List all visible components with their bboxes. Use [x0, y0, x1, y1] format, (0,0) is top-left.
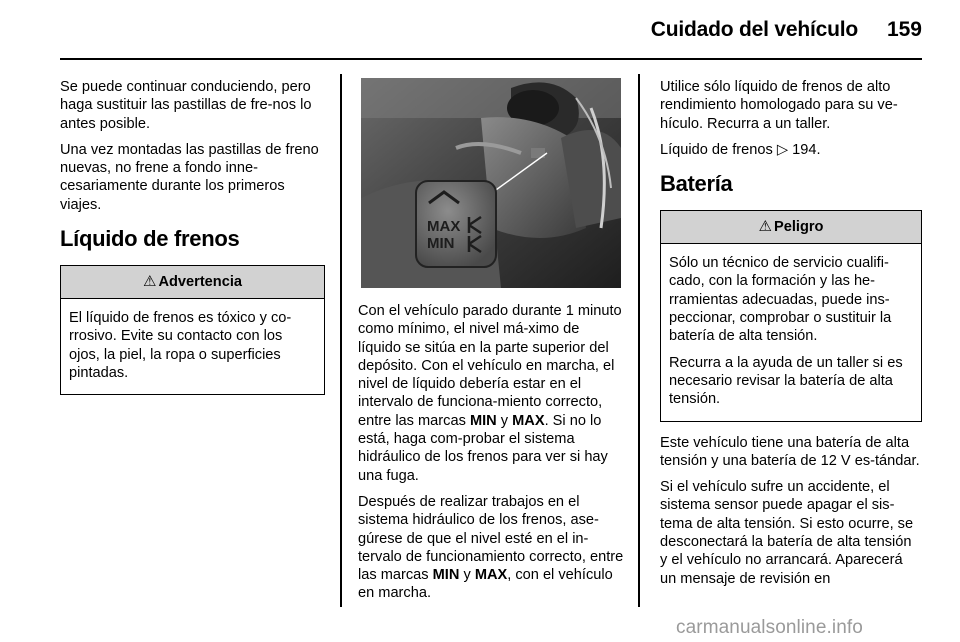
danger-box-title: Peligro — [773, 219, 824, 236]
column-divider-right — [638, 74, 640, 607]
danger-box — [660, 210, 922, 421]
paragraph: Utilice sólo líquido de frenos de alto rendimiento homologado para su ve-hículo. Recurra a un taller. — [660, 79, 898, 132]
paragraph: Con el vehículo parado durante 1 minuto como mínimo, el nivel má-ximo de líquido se sitúa en la parte superior del depósito. Con el vehículo en marcha, el nivel de líquido debería estar en el intervalo de funciona-miento correcto, entre las marcas MIN y MAX. Si no lo está, haga com-probar el sistema hidráulico de los frenos para ver si hay una fuga. — [358, 303, 622, 484]
page-reference: Líquido de frenos ▷ 194. — [660, 141, 821, 158]
max-mark: MAX — [474, 567, 508, 584]
warning-box-header — [61, 266, 324, 299]
middle-column — [358, 302, 626, 611]
reference-page[interactable]: 194. — [792, 141, 821, 158]
danger-text: Sólo un técnico de servicio cualifi-cado, con la formación y las he-rramientas adecuadas, puede ins-peccionar, comprobar o sustituir la batería de alta tensión. — [669, 255, 892, 345]
danger-text: Recurra a la ayuda de un taller si es necesario revisar la batería de alta tensión. — [669, 354, 903, 408]
column-divider-left — [340, 74, 342, 607]
paragraph: Se puede continuar conduciendo, pero haga sustituir las pastillas de fre-nos lo antes posible. — [60, 79, 312, 132]
brake-fluid-reservoir-photo — [361, 78, 621, 288]
right-column — [660, 78, 922, 596]
reference-arrow-icon: ▷ — [776, 141, 789, 158]
warning-box-title: Advertencia — [158, 273, 242, 290]
paragraph: Si el vehículo sufre un accidente, el sistema sensor puede apagar el sis-tema de alta tensión. Si esto ocurre, se desconectará la batería de alta tensión y el vehículo no arrancará. Aparecerá un mensaje de revisión en — [660, 479, 914, 587]
page-header-title: Cuidado del vehículo — [650, 18, 858, 41]
min-mark: MIN — [432, 567, 460, 584]
paragraph: Una vez montadas las pastillas de freno nuevas, no frene a fondo inne-cesariamente durante los primeros viajes. — [60, 141, 319, 213]
warning-triangle-icon: ⚠ — [758, 218, 772, 236]
section-heading-brake-fluid: Líquido de frenos — [60, 226, 240, 252]
paragraph: Este vehículo tiene una batería de alta tensión y una batería de 12 V es-tándar. — [660, 434, 920, 469]
min-max-level-mark — [416, 181, 496, 267]
warning-text: El líquido de frenos es tóxico y co-rrosivo. Evite su contacto con los ojos, la piel, la ropa o superficies pintadas. — [69, 310, 292, 381]
section-heading-battery: Batería — [660, 171, 733, 197]
watermark: carmanualsonline.info — [676, 617, 863, 638]
warning-box-body — [61, 299, 324, 394]
danger-box-body — [661, 244, 921, 420]
danger-box-header — [661, 211, 921, 244]
min-mark: MIN — [469, 412, 497, 429]
page-number: 159 — [886, 18, 922, 41]
warning-triangle-icon: ⚠ — [143, 272, 157, 290]
max-label: MAX — [427, 218, 461, 235]
max-mark: MAX — [512, 412, 545, 429]
left-column — [60, 78, 325, 405]
warning-box — [60, 265, 325, 395]
paragraph: Después de realizar trabajos en el sistema hidráulico de los frenos, ase-gúrese de que el nivel esté en el in-tervalo de funcionamiento correcto, entre las marcas MIN y MAX, con el vehículo en marcha. — [358, 493, 624, 602]
header-divider — [60, 58, 922, 60]
min-label: MIN — [427, 235, 455, 252]
